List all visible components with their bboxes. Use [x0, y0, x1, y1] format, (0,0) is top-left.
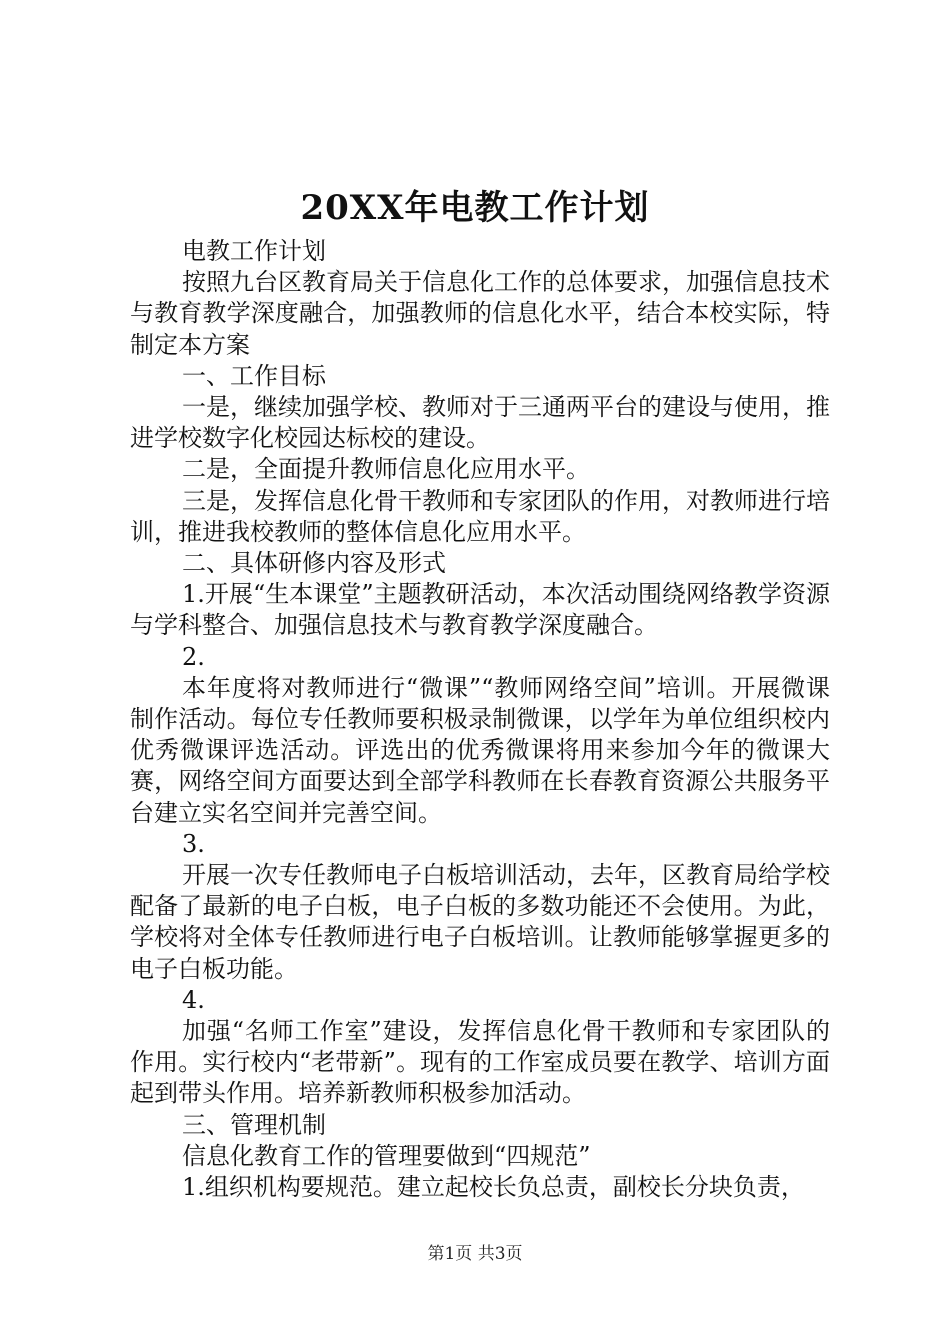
- paragraph: 信息化教育工作的管理要做到“四规范”: [182, 1141, 591, 1170]
- paragraph: 本年度将对教师进行“微课”“教师网络空间”培训。开展微课制作活动。每位专任教师要积极录制微课，以学年为单位组织校内优秀微课评选活动。评选出的优秀微课将用来参加今年的微课大赛，网络空间方面要达到全部学科教师在长春教育资源公共服务平台建立实名空间并完善空间。: [130, 673, 830, 827]
- paragraph: 二是，全面提升教师信息化应用水平。: [182, 455, 590, 484]
- page-number: 第1页 共3页: [427, 1244, 523, 1264]
- list-number: 3.: [182, 829, 205, 858]
- section-heading: 二、具体研修内容及形式: [182, 549, 446, 578]
- section-heading: 三、管理机制: [182, 1110, 326, 1139]
- paragraph: 按照九台区教育局关于信息化工作的总体要求，加强信息技术与教育教学深度融合，加强教师的信息化水平，结合本校实际，特制定本方案: [130, 268, 830, 359]
- list-number: 4.: [182, 985, 205, 1014]
- paragraph: 一是，继续加强学校、教师对于三通两平台的建设与使用，推进学校数字化校园达标校的建设。: [130, 393, 830, 453]
- document-body: [130, 236, 830, 1203]
- paragraph: 加强“名师工作室”建设，发挥信息化骨干教师和专家团队的作用。实行校内“老带新”。现有的工作室成员要在教学、培训方面起到带头作用。培养新教师积极参加活动。: [130, 1017, 830, 1108]
- paragraph: 三是，发挥信息化骨干教师和专家团队的作用，对教师进行培训，推进我校教师的整体信息化应用水平。: [130, 486, 830, 546]
- list-number: 2.: [182, 642, 205, 671]
- paragraph: 开展一次专任教师电子白板培训活动，去年，区教育局给学校配备了最新的电子白板，电子白板的多数功能还不会使用。为此，学校将对全体专任教师进行电子白板培训。让教师能够掌握更多的电子白板功能。: [130, 861, 830, 983]
- paragraph: 1.组织机构要规范。建立起校长负总责，副校长分块负责，: [182, 1173, 805, 1202]
- paragraph: 电教工作计划: [182, 237, 326, 265]
- paragraph: 1.开展“生本课堂”主题教研活动，本次活动围绕网络教学资源与学科整合、加强信息技术与教育教学深度融合。: [130, 580, 830, 640]
- document-title: 20XX年电教工作计划: [300, 188, 650, 228]
- section-heading: 一、工作目标: [182, 361, 326, 390]
